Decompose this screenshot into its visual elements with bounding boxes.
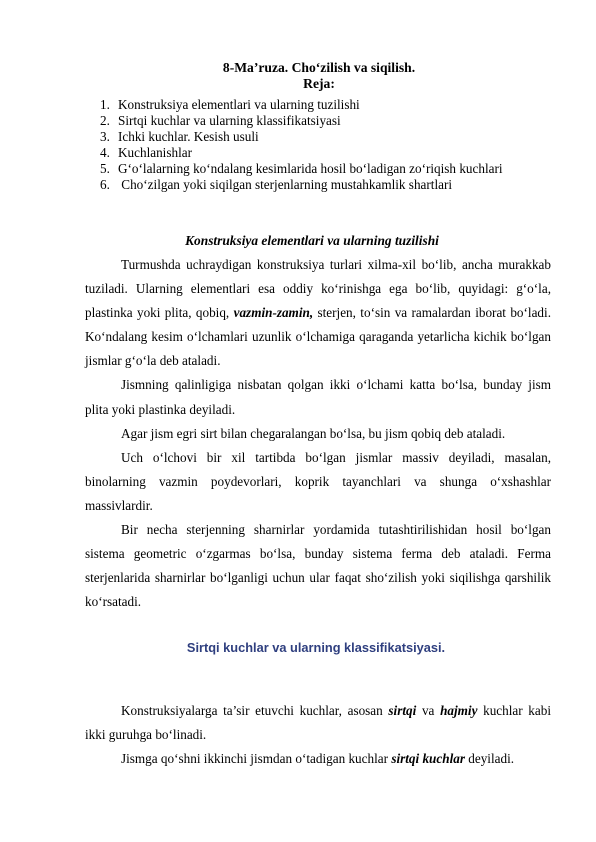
emphasis-term: sirtqi — [388, 703, 417, 718]
paragraph-text: kuchlar kabi ikki guruhga bo‘linadi. — [85, 703, 552, 743]
paragraph — [85, 253, 551, 373]
plan-item-number: 4. — [100, 145, 110, 161]
plan-item-text: Kuchlanishlar — [118, 145, 192, 161]
plan-item-number: 5. — [100, 161, 110, 177]
paragraph-text: Konstruksiyalarga ta’sir etuvchi kuchlar, asosan — [121, 703, 389, 718]
paragraph: Uch o‘lchovi bir xil tartibda bo‘lgan jismlar massiv deyiladi, masalan, binolarning vazmin poydevorlari, koprik tayanchlari va shunga o‘xshashlar massivlardir. — [85, 449, 551, 513]
plan-item-number: 3. — [100, 129, 110, 145]
emphasis-term: vazmin-zamin, — [233, 305, 314, 321]
plan-item-text: Cho‘zilgan yoki siqilgan sterjenlarning mustahkamlik shartlari — [118, 177, 453, 193]
plan-item — [100, 113, 503, 129]
plan-item-number: 1. — [100, 97, 110, 112]
plan-item-number: 6. — [100, 177, 110, 193]
section-heading-structure: Konstruksiya elementlari va ularning tuzilishi — [185, 233, 439, 248]
plan-list — [100, 97, 503, 194]
paragraph-text: Jismga qo‘shni ikkinchi jismdan o‘tadigan kuchlar — [121, 751, 392, 767]
emphasis-term: hajmiy — [440, 703, 478, 718]
paragraph — [85, 699, 551, 747]
plan-item — [100, 177, 503, 193]
plan-item-text: G‘o‘lalarning ko‘ndalang kesimlarida hosil bo‘ladigan zo‘riqish kuchlari — [118, 161, 503, 177]
lecture-title: 8-Ma’ruza. Cho‘zilish va siqilish. — [222, 60, 416, 75]
plan-item — [100, 161, 503, 177]
section-heading-external-forces: Sirtqi kuchlar va ularning klassifikatsiyasi. — [186, 640, 446, 655]
plan-item — [100, 129, 503, 145]
paragraph-text: deyiladi. — [464, 751, 515, 767]
paragraph: Jismning qalinligiga nisbatan qolgan ikki o‘lchami katta bo‘lsa, bunday jism plita yoki plastinka deyiladi. — [85, 377, 551, 417]
plan-item — [100, 97, 503, 113]
paragraph-text: sterjen, to‘sin va ramalardan iborat bo‘ladi. Ko‘ndalang kesim o‘lchamlari uzunlik o‘lchamiga qaraganda yetarlicha kichik bo‘lgan jismlar g‘o‘la deb ataladi. — [85, 305, 551, 369]
section-body-external-forces — [85, 699, 551, 771]
plan-item-text: Sirtqi kuchlar va ularning klassifikatsiyasi — [118, 113, 341, 129]
paragraph — [85, 747, 551, 771]
paragraph: Agar jism egri sirt bilan chegaralangan bo‘lsa, bu jism qobiq deb ataladi. — [121, 425, 506, 441]
plan-subtitle: Reja: — [303, 76, 335, 91]
emphasis-term: sirtqi kuchlar — [391, 751, 465, 767]
plan-item — [100, 145, 503, 161]
paragraph-text: va — [416, 703, 441, 718]
plan-item-text: Ichki kuchlar. Kesish usuli — [118, 129, 259, 145]
section-body-structure — [85, 253, 551, 614]
paragraph-text: Turmushda uchraydigan konstruksiya turlari xilma-xil bo‘lib, ancha murakkab tuziladi. Ularning elementlari esa oddiy ko‘rinishga ega bo‘lib, quyidagi: g‘o‘la, plastinka yoki plita, qobiq, — [85, 257, 551, 321]
plan-item-text: Konstruksiya elementlari va ularning tuzilishi — [118, 97, 360, 112]
plan-item-number: 2. — [100, 113, 110, 129]
paragraph: Bir necha sterjenning sharnirlar yordamida tutashtirilishidan hosil bo‘lgan sistema geometric o‘zgarmas bo‘lsa, bunday sistema ferma deb ataladi. Ferma sterjenlarida sharnirlar bo‘lganligi uchun ular faqat sho‘zilish yoki siqilishga qarshilik ko‘rsatadi. — [85, 522, 551, 610]
